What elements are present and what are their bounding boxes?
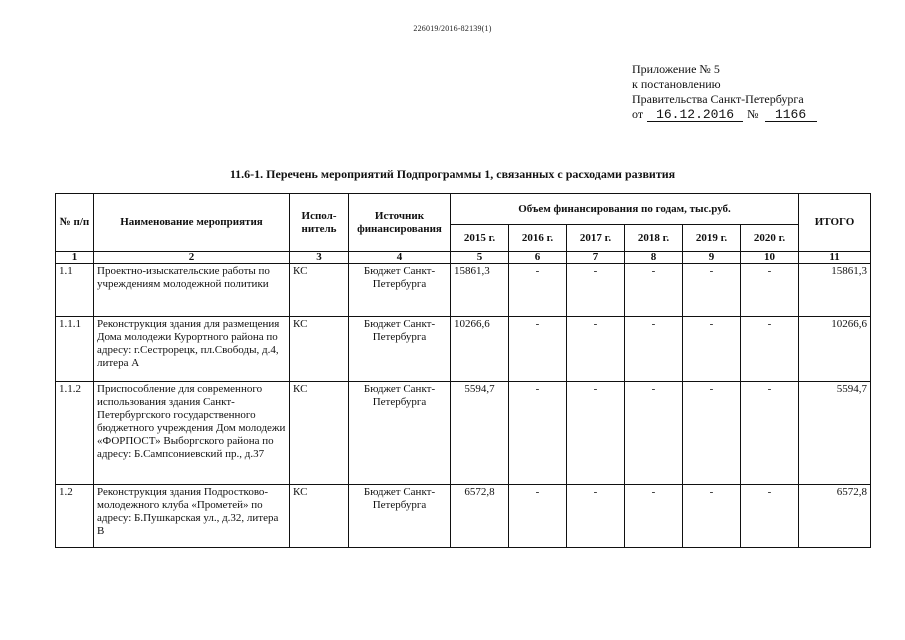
row-value: - [567,264,625,317]
row-value: 6572,8 [451,485,509,548]
table-row [56,382,871,485]
document-number: 226019/2016-82139(1) [413,24,492,33]
row-value: - [567,317,625,382]
header-funding-group: Объем финансирования по годам, тыс.руб. [451,194,799,225]
row-executor: КС [290,264,349,317]
row-name: Реконструкция здания для размещения Дома молодежи Курортного района по адресу: г.Сестрорецк, пл.Свободы, д.4, литера А [94,317,290,382]
appendix-date: 16.12.2016 [647,108,743,122]
header-source: Источник финансирования [349,194,451,252]
row-value: 15861,3 [451,264,509,317]
appendix-date-line [632,107,817,122]
header-year: 2018 г. [625,225,683,252]
row-value: - [509,264,567,317]
row-value: - [625,264,683,317]
row-value: - [741,485,799,548]
row-value: 5594,7 [451,382,509,485]
column-number: 9 [683,252,741,264]
column-number: 2 [94,252,290,264]
header-year: 2015 г. [451,225,509,252]
row-value: - [625,485,683,548]
row-source: Бюджет Санкт-Петербурга [349,264,451,317]
row-num: 1.1.2 [56,382,94,485]
row-name: Приспособление для современного использования здания Санкт-Петербургского государственного бюджетного учреждения Дом молодежи «ФОРПОСТ» Выборгского района по адресу: Б.Сампсониевский пр., д.37 [94,382,290,485]
row-total: 10266,6 [799,317,871,382]
column-number: 11 [799,252,871,264]
appendix-block [632,62,817,122]
row-value: - [625,382,683,485]
row-value: - [741,317,799,382]
row-num: 1.2 [56,485,94,548]
row-value: - [683,485,741,548]
row-executor: КС [290,485,349,548]
row-total: 15861,3 [799,264,871,317]
row-source: Бюджет Санкт-Петербурга [349,485,451,548]
table-row [56,264,871,317]
page-title: 11.6-1. Перечень мероприятий Подпрограммы 1, связанных с расходами развития [229,167,676,181]
row-value: - [567,382,625,485]
row-value: - [509,382,567,485]
row-executor: КС [290,317,349,382]
appendix-line-1: Приложение № 5 [632,62,720,76]
row-value: 10266,6 [451,317,509,382]
header-year: 2020 г. [741,225,799,252]
column-number: 3 [290,252,349,264]
row-name: Реконструкция здания Подростково-молодежного клуба «Прометей» по адресу: Б.Пушкарская ул., д.32, литера В [94,485,290,548]
row-total: 6572,8 [799,485,871,548]
table-header-row [56,194,871,225]
header-year: 2016 г. [509,225,567,252]
column-number-row [56,252,871,264]
appendix-number: 1166 [765,108,817,122]
header-executor: Испол-нитель [290,194,349,252]
row-value: - [741,382,799,485]
row-value: - [509,317,567,382]
row-num: 1.1 [56,264,94,317]
header-name: Наименование мероприятия [94,194,290,252]
column-number: 7 [567,252,625,264]
appendix-line-3: Правительства Санкт-Петербурга [632,92,804,106]
funding-table [55,193,871,548]
appendix-number-label: № [747,107,759,121]
row-source: Бюджет Санкт-Петербурга [349,317,451,382]
table-row [56,485,871,548]
header-total: ИТОГО [799,194,871,252]
header-num: № п/п [56,194,94,252]
column-number: 8 [625,252,683,264]
appendix-line-2: к постановлению [632,77,721,91]
row-value: - [567,485,625,548]
row-name: Проектно-изыскательские работы по учреждениям молодежной политики [94,264,290,317]
table-row [56,317,871,382]
column-number: 5 [451,252,509,264]
column-number: 4 [349,252,451,264]
column-number: 6 [509,252,567,264]
header-year: 2017 г. [567,225,625,252]
row-value: - [683,382,741,485]
row-value: - [683,317,741,382]
row-value: - [683,264,741,317]
row-executor: КС [290,382,349,485]
row-value: - [509,485,567,548]
row-value: - [741,264,799,317]
row-source: Бюджет Санкт-Петербурга [349,382,451,485]
column-number: 10 [741,252,799,264]
row-num: 1.1.1 [56,317,94,382]
header-year: 2019 г. [683,225,741,252]
row-total: 5594,7 [799,382,871,485]
row-value: - [625,317,683,382]
appendix-from-label: от [632,107,644,121]
column-number: 1 [56,252,94,264]
